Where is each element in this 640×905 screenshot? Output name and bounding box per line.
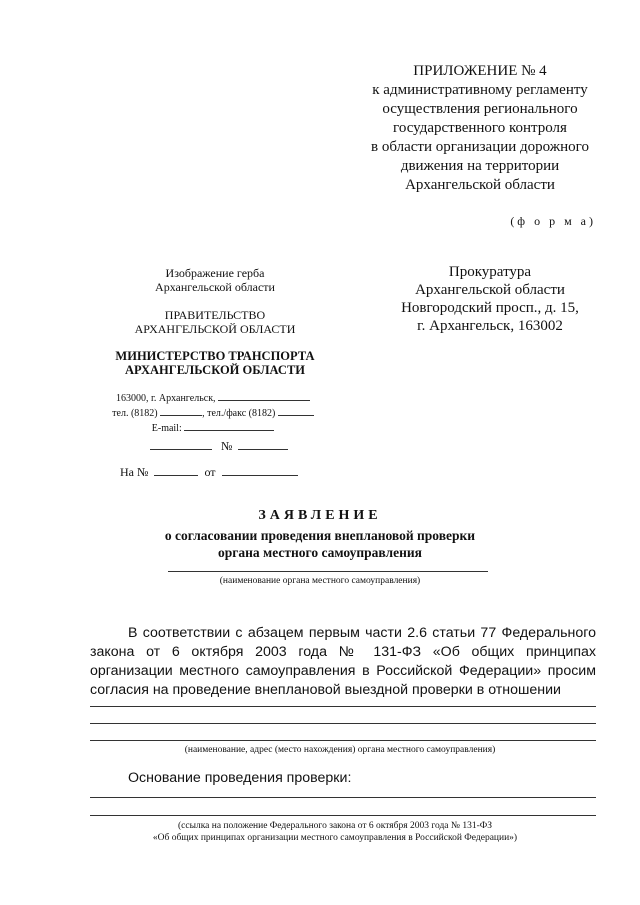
form-label: (ф о р м а)	[510, 214, 596, 228]
appendix-title: ПРИЛОЖЕНИЕ № 4	[413, 63, 547, 79]
appendix-header	[360, 62, 600, 195]
subtitle-line: о согласовании проведения внеплановой проверки	[164, 528, 476, 543]
basis-caption-line: (ссылка на положение Федерального закона от 6 октября 2003 года № 131-ФЗ	[177, 821, 493, 831]
tel-blank	[160, 405, 202, 416]
address-city: 163000, г. Архангельск,	[115, 393, 216, 404]
reply-reference-line	[120, 465, 298, 480]
object-line-3	[90, 740, 596, 741]
recipient-line: Архангельской области	[415, 282, 565, 298]
address-tel: тел. (8182)	[112, 408, 158, 419]
address-email: E-mail:	[151, 423, 182, 434]
reply-number-blank	[154, 465, 198, 476]
object-line-1	[90, 706, 596, 707]
statement-title: ЗАЯВЛЕНИЕ	[258, 508, 382, 523]
coat-of-arms-placeholder	[90, 266, 340, 294]
coat-line: Изображение герба	[165, 266, 265, 280]
ministry-line: МИНИСТЕРСТВО ТРАНСПОРТА	[115, 349, 315, 363]
appendix-line: к административному регламенту	[372, 82, 588, 98]
address-city-line	[88, 390, 338, 405]
address-email-line	[88, 420, 338, 435]
reply-from: от	[204, 465, 216, 479]
coat-line: Архангельской области	[155, 280, 275, 294]
fax-blank	[278, 405, 314, 416]
number-sign: №	[221, 439, 233, 453]
appendix-line: государственного контроля	[393, 120, 567, 136]
sender-address	[88, 390, 338, 435]
address-fax: , тел./факс (8182)	[202, 408, 276, 419]
gov-line: АРХАНГЕЛЬСКОЙ ОБЛАСТИ	[134, 322, 296, 336]
basis-label: Основание проведения проверки:	[128, 770, 352, 786]
number-blank	[238, 439, 288, 450]
authority-name-line	[168, 571, 488, 572]
object-line-2	[90, 723, 596, 724]
government-name	[90, 308, 340, 336]
paragraph-text: В соответствии с абзацем первым части 2.6 статьи 77 Федерального закона от 6 октября 2003 года № 131-ФЗ «Об общих принципах организации местного самоуправления в Российской Федерации» просим согласия на проведение внеплановой выездной проверки в отношении	[90, 625, 596, 698]
recipient-line: Новгородский просп., д. 15,	[401, 300, 579, 316]
appendix-line: движения на территории	[400, 158, 560, 174]
address-phone-line	[88, 405, 338, 420]
appendix-line: осуществления регионального	[382, 101, 578, 117]
reply-date-blank	[222, 465, 298, 476]
basis-caption-line: «Об общих принципах организации местного самоуправления в Российской Федерации»)	[152, 833, 518, 843]
statement-subtitle	[0, 527, 640, 561]
authority-name-caption: (наименование органа местного самоуправления)	[219, 576, 421, 586]
email-blank	[184, 420, 274, 431]
ministry-line: АРХАНГЕЛЬСКОЙ ОБЛАСТИ	[125, 363, 305, 377]
recipient-line: Прокуратура	[448, 264, 532, 280]
ministry-name	[90, 349, 340, 377]
date-blank	[150, 439, 212, 450]
recipient-line: г. Архангельск, 163002	[417, 318, 563, 334]
appendix-line: Архангельской области	[405, 177, 555, 193]
registration-number-line	[150, 439, 288, 454]
recipient-block	[385, 263, 595, 335]
gov-line: ПРАВИТЕЛЬСТВО	[164, 308, 266, 322]
basis-caption	[0, 820, 640, 844]
appendix-line: в области организации дорожного	[371, 139, 589, 155]
object-caption: (наименование, адрес (место нахождения) органа местного самоуправления)	[184, 745, 496, 755]
reply-label: На №	[120, 465, 149, 479]
address-blank	[218, 390, 310, 401]
subtitle-line: органа местного самоуправления	[218, 545, 422, 560]
statement-paragraph	[90, 624, 596, 700]
basis-line-2	[90, 815, 596, 816]
basis-line-1	[90, 797, 596, 798]
